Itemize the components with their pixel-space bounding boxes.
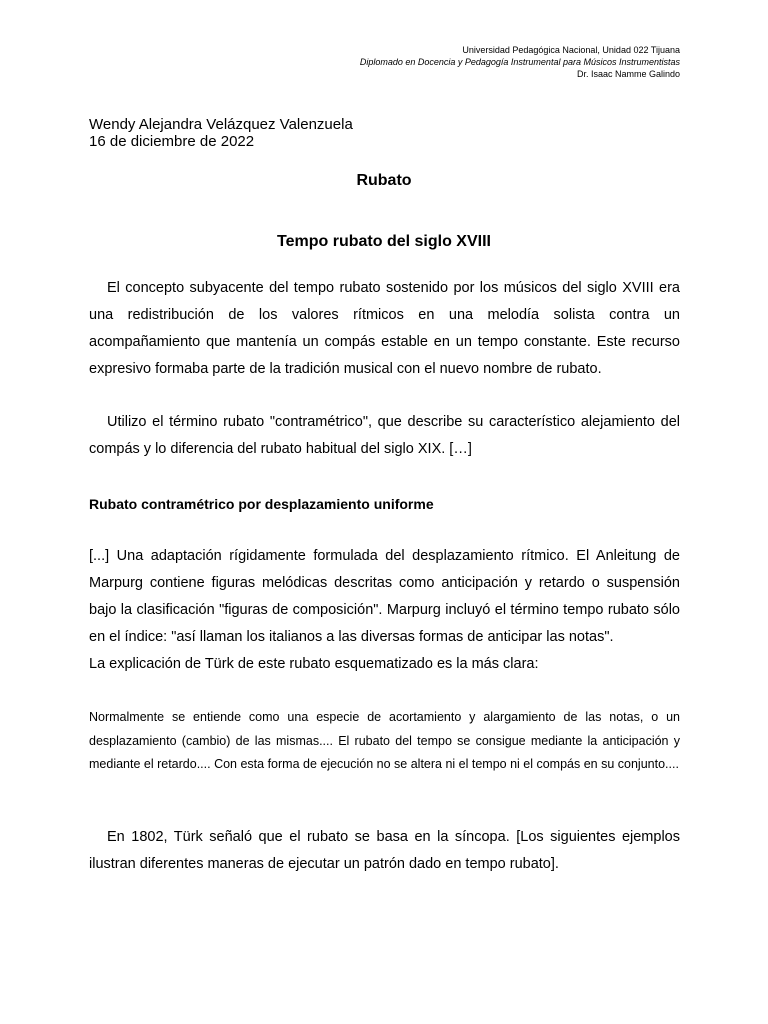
section-title: Tempo rubato del siglo XVIII	[277, 233, 491, 250]
header-program: Diplomado en Docencia y Pedagogía Instrumental para Músicos Instrumentistas	[359, 57, 680, 67]
paragraph-4: En 1802, Türk señaló que el rubato se basa en la síncopa. [Los siguientes ejemplos ilustran diferentes maneras de ejecutar un patrón dado en tempo rubato].	[89, 829, 680, 872]
author-block	[89, 116, 353, 150]
paragraph-3	[89, 543, 680, 678]
paragraph-3-body: [...] Una adaptación rígidamente formulada del desplazamiento rítmico. El Anleitung de Marpurg contiene figuras melódicas descritas como anticipación y retardo o suspensión bajo la clasificación "figuras de composición". Marpurg incluyó el término tempo rubato sólo en el índice: "así llaman los italianos a las diversas formas de anticipar las notas".	[89, 548, 680, 645]
document-header	[360, 44, 680, 80]
document-date: 16 de diciembre de 2022	[89, 133, 255, 150]
header-institution: Universidad Pedagógica Nacional, Unidad 022 Tijuana	[462, 45, 680, 55]
author-name: Wendy Alejandra Velázquez Valenzuela	[89, 116, 353, 133]
block-quote: Normalmente se entiende como una especie de acortamiento y alargamiento de las notas, o un desplazamiento (cambio) de las mismas.... El rubato del tempo se consigue mediante la anticipación y mediante el retardo.... Con esta forma de ejecución no se altera ni el tempo ni el compás en su conjunto....	[89, 710, 680, 771]
paragraph-2: Utilizo el término rubato "contramétrico", que describe su característico alejamiento del compás y lo diferencia del rubato habitual del siglo XIX. […]	[89, 414, 680, 457]
paragraph-3-end: La explicación de Türk de este rubato esquematizado es la más clara:	[89, 656, 539, 672]
header-instructor: Dr. Isaac Namme Galindo	[576, 69, 680, 79]
subsection-heading: Rubato contramétrico por desplazamiento uniforme	[89, 496, 434, 512]
page-title: Rubato	[356, 172, 412, 189]
paragraph-1: El concepto subyacente del tempo rubato sostenido por los músicos del siglo XVIII era una redistribución de los valores rítmicos en una melodía solista contra un acompañamiento que mantenía un compás estable en un tempo constante. Este recurso expresivo formaba parte de la tradición musical con el nuevo nombre de rubato.	[89, 280, 680, 377]
